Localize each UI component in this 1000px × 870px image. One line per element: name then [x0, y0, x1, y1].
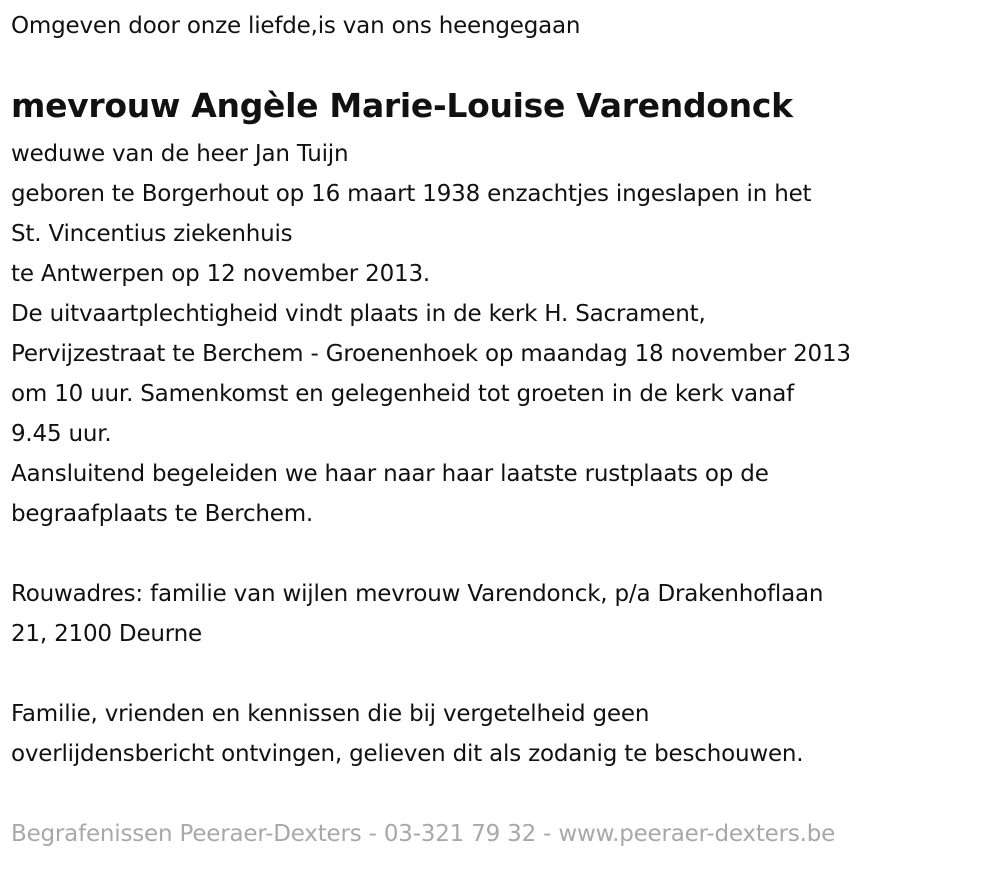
funeral-home-footer: Begrafenissen Peeraer-Dexters - 03-321 79 32 - www.peeraer-dexters.be [11, 821, 836, 847]
detail-line: 9.45 uur. [11, 421, 112, 447]
detail-line: weduwe van de heer Jan Tuijn [11, 141, 349, 167]
detail-line: begraafplaats te Berchem. [11, 501, 314, 527]
deceased-name: mevrouw Angèle Marie-Louise Varendonck [11, 86, 793, 125]
intro-line: Omgeven door onze liefde,is van ons heengegaan [11, 13, 581, 39]
address-line: Rouwadres: familie van wijlen mevrouw Varendonck, p/a Drakenhoflaan [11, 581, 824, 607]
detail-line: Aansluitend begeleiden we haar naar haar laatste rustplaats op de [11, 461, 769, 487]
detail-line: geboren te Borgerhout op 16 maart 1938 enzachtjes ingeslapen in het [11, 181, 812, 207]
detail-line: Pervijzestraat te Berchem - Groenenhoek op maandag 18 november 2013 [11, 341, 851, 367]
notice-block [11, 694, 803, 774]
address-block [11, 574, 823, 654]
detail-line: te Antwerpen op 12 november 2013. [11, 261, 431, 287]
detail-line: St. Vincentius ziekenhuis [11, 221, 293, 247]
detail-line: De uitvaartplechtigheid vindt plaats in de kerk H. Sacrament, [11, 301, 706, 327]
address-line: 21, 2100 Deurne [11, 621, 202, 647]
notice-line: Familie, vrienden en kennissen die bij vergetelheid geen [11, 701, 650, 727]
details-block [11, 134, 851, 534]
detail-line: om 10 uur. Samenkomst en gelegenheid tot groeten in de kerk vanaf [11, 381, 795, 407]
notice-line: overlijdensbericht ontvingen, gelieven dit als zodanig te beschouwen. [11, 741, 804, 767]
